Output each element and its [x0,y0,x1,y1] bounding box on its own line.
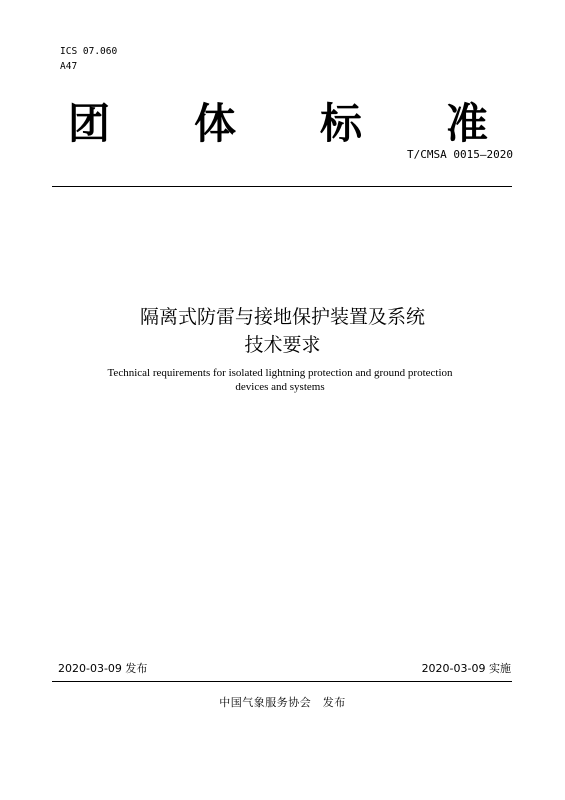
title-char-3: 标 [319,99,362,148]
chinese-title-line-1: 隔离式防雷与接地保护装置及系统 [139,306,425,328]
implementation-date: 2020-03-09 实施 [421,662,511,675]
classification-codes [60,44,117,74]
publisher: 中国气象服务协会 发布 [219,696,346,709]
english-title-line-1: Technical requirements for isolated lightning protection and ground protection [107,367,453,379]
standard-number: T/CMSA 0015—2020 [407,148,513,161]
title-char-1: 团 [68,99,111,148]
publish-date: 2020-03-09 发布 [58,662,148,675]
english-title-line-2: devices and systems [235,381,325,393]
ics-code: ICS 07.060 [60,46,118,57]
ccs-code: A47 [60,61,78,72]
title-char-2: 体 [193,99,236,148]
title-char-4: 准 [445,99,488,148]
bottom-divider [52,681,512,682]
top-divider [52,186,512,187]
standard-type-title [68,94,488,154]
chinese-title-line-2: 技术要求 [244,334,321,356]
